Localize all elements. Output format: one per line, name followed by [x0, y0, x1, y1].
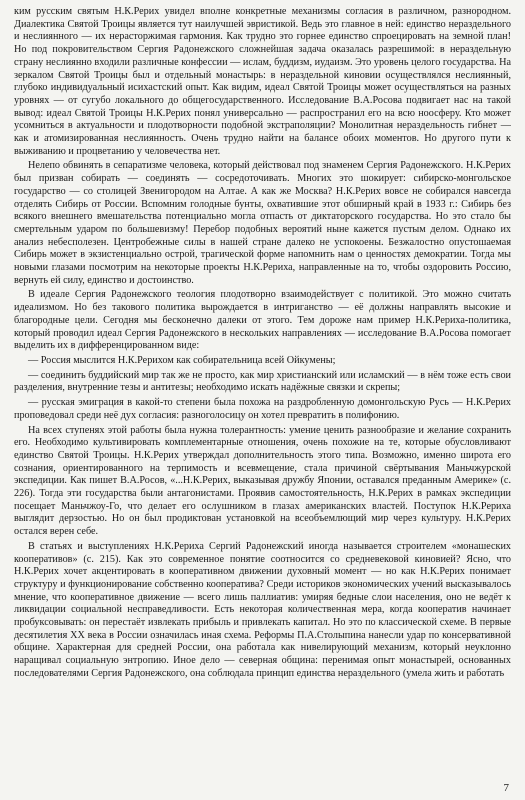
paragraph-2: Нелепо обвинять в сепаратизме человека, который действовал под знаменем Сергия Радонежского. Н.К.Рерих был призван собирать — соединять — сосредоточивать. Многих это шокирует: сибирско-монгольское государство — со столицей Звенигородом на Алтае. А как же Москва? Н.К.Рерих вовсе не собирался навсегда отделять Сибирь от России. Вспомним голодные бунты, охватившие этот обширный край в 1933 г.: Сибирь без всякого внешнего вмешательства потенциально могла отпасть от диктаторского государства. Но это стало бы смертельным ударом по большевизму! Перебор подобных вероятий ныне кажется пустым делом. Однако их анализ небесполезен. Центробежные силы в нашей стране далеко не успокоены. Безжалостно опустошаемая Сибирь может в экзистенциально острой, трагической форме напомнить нам о ценностях демократии. Тогда мы новыми глазами посмотрим на некоторые проекты Н.К.Рериха, направленные на то, чтобы оздоровить Россию, вернуть ей силу, единство и достоинство.: [14, 160, 511, 286]
paragraph-tolerance: На всех ступенях этой работы была нужна толерантность: умение ценить разнообразие и желание сохранить его. Необходимо культивировать комплементарные отношения, очень похожие на те, которые обусловливают единство Святой Троицы. Н.К.Рерих утверждал дополнительность этого типа. Возможно, именно широта его сознания, ориентированного на терпимость и всевмещение, стала причиной свёртывания Маньчжурской экспедиции. Как пишет В.А.Росов, «...Н.К.Рерих, выказывая дружбу Японии, оставался преданным Америке» (с. 226). Тогда эти государства были антагонистами. Проявив самостоятельность, Н.К.Рерих в рамках экспедиции посещает Маньчжоу-Го, что делает его ослушником в глазах американских властей. Поступок Н.К.Рериха выглядит дерзостью. Но он был продиктован установкой на всеобъемлющий мир через культуру. Н.К.Рерих остался верен себе.: [14, 424, 511, 538]
list-item-buddhist-world: — соединить буддийский мир так же не просто, как мир христианский или исламский — в нём тоже есть свои разделения, внутренние тезы и антитезы; необходимо искать надёжные связки и скрепы;: [14, 369, 511, 394]
paragraph-cooperatives: В статьях и выступлениях Н.К.Рериха Сергий Радонежский иногда называется строителем «монашеских кооперативов» (с. 215). Как это современное понятие соотносится со средневековой киновией? Ясно, что Н.К.Рерих хочет акцентировать в кооперативном движении духовный момент — но как Н.К.Рерих понимает структуру и функционирование собственно кооператива? Среди историков экономических учений высказывалось мнение, что кооперативное движение — всего лишь паллиатив: умиряя бедные слои населения, оно не ведёт к ликвидации социальной несправедливости. Есть некоторая количественная мера, когда кооператив начинает пробуксовывать: он перестаёт извлекать прибыль и привлекать капитал. Но это по классической схеме. В первые десятилетия XX века в России означилась иная схема. Реформы П.А.Столыпина нанесли удар по консервативной общине. Характерная для средней России, она работала как нивелирующий механизм, который неуклонно наращивал социальную энтропию. Иное дело — северная община: перенимая опыт монастырей, основанных последователями Сергия Радонежского, она соблюдала принцип единства нераздельного (умела жить и работать: [14, 540, 511, 679]
paragraph-3: В идеале Сергия Радонежского теология плодотворно взаимодействует с политикой. Это можно считать идеализмом. Но без такового политика вырождается в интриганство — её должны направлять высокие и благородные цели. Сегодня мы бесконечно далеки от этого. Тем дороже нам пример Н.К.Рериха-политика, который проводил идеал Сергия Радонежского в нескольких направлениях — исследование В.А.Росова помогает выделить их в дифференцированном виде:: [14, 289, 511, 352]
page-number: 7: [503, 782, 509, 794]
list-item-russia: — Россия мыслится Н.К.Рерихом как собирательница всей Ойкумены;: [28, 354, 336, 366]
paragraph-1: ким русским святым Н.К.Рерих увидел вполне конкретные механизмы согласия в различном, разнородном. Диалектика Святой Троицы является тут наилучшей эвристикой. Ведь это главное в ней: единство нераздельного и неслиянного — их нерасторжимая гармония. Как трудно это горнее единство спроецировать на земной план! Но под покровительством Сергия Радонежского сложнейшая задача оказалась разрешимой: в нераздельную страну неслиянно входили различные конфессии — ислам, буддизм, иудаизм. Это уровень целого государства. На зеркалом Святой Троицы был и отдельный монастырь: в нераздельной киновии осуществлялся неслиянный, глубоко индивидуальный исихастский опыт. Как видим, идеал Святой Троицы может осуществляться на разных уровнях — от сугубо локального до общегосударственного. Исследование В.А.Росова подвигает нас на такой вывод: идеал Святой Троицы Н.К.Рерих понял универсально — распространил его на всю ноосферу. Кто может усомниться в актуальности и плодотворности подобной экстраполяции? Монолитная нераздельность гибнет — как и атомизированная неслиянность. Очень трудно найти на балансе обоих моментов. Но другого пути к выживанию и процветанию у человечества нет.: [14, 6, 511, 157]
list-item-emigration: — русская эмиграция в какой-то степени была похожа на раздробленную домонгольскую Русь — Н.К.Рерих проповедовал среди неё дух согласия: разноголосицу он хотел превратить в полифонию.: [14, 397, 511, 421]
